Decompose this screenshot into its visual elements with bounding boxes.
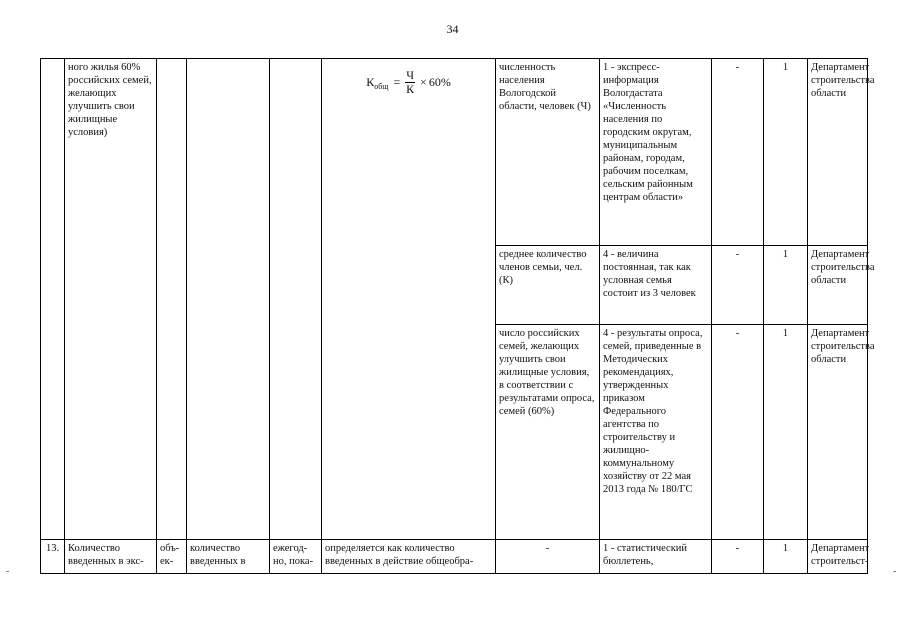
cell-one: 1: [764, 540, 808, 574]
cell-variable: число российских семей, желающих улучшить свои жилищные условия, в соответствии с результатами опроса, семей (60%): [496, 325, 600, 540]
cell-source: 1 - экспресс-информация Вологдастата «Численность населения по городским округам, муниципальным районам, городам, рабочим поселкам, сельским районным центрам области»: [600, 59, 712, 246]
formula-fraction: [405, 69, 415, 96]
formula-times: ×: [420, 75, 427, 89]
cell-responsible: Департамент строительства области: [808, 246, 868, 325]
cell-dash: -: [712, 325, 764, 540]
table-row: [41, 540, 868, 574]
cell-unit-empty: [157, 59, 187, 540]
cell-number-empty: [41, 59, 65, 540]
cell-responsible: Департамент строительст-: [808, 540, 868, 574]
cell-variable: -: [496, 540, 600, 574]
cell-variable: численность населения Вологодской области, человек (Ч): [496, 59, 600, 246]
left-edge-mark: -: [6, 566, 10, 577]
formula-lhs-subscript: общ: [374, 82, 389, 91]
cell-indicator-name: Количество введенных в экс-: [65, 540, 157, 574]
cell-dash: -: [712, 540, 764, 574]
cell-formula: [322, 59, 496, 540]
cell-definition-empty: [187, 59, 270, 540]
formula-denominator: К: [406, 82, 415, 96]
cell-one: 1: [764, 246, 808, 325]
cell-frequency-empty: [270, 59, 322, 540]
cell-responsible: Департамент строительства области: [808, 325, 868, 540]
formula-percent: 60%: [428, 75, 451, 89]
page-number: 34: [446, 22, 459, 36]
formula: [325, 61, 492, 96]
cell-frequency: ежегод-но, пока-: [270, 540, 322, 574]
cell-indicator-name: ного жилья 60% российских семей, желающих улучшить свои жилищные условия): [65, 59, 157, 540]
cell-source: 4 - результаты опроса, семей, приведенные в Методических рекомендациях, утвержденных приказом Федерального агентства по строительству и жилищно-коммунальному хозяйству от 22 мая 2013 года № 180/ГС: [600, 325, 712, 540]
cell-source: 4 - величина постоянная, так как условная семья состоит из 3 человек: [600, 246, 712, 325]
cell-source: 1 - статистический бюллетень,: [600, 540, 712, 574]
cell-dash: -: [712, 59, 764, 246]
formula-lhs: К: [366, 75, 375, 89]
cell-responsible: Департамент строительства области: [808, 59, 868, 246]
right-edge-mark: -: [893, 566, 897, 577]
table-row: [41, 59, 868, 246]
formula-equals: =: [393, 75, 401, 89]
cell-unit: объ-ек-: [157, 540, 187, 574]
formula-numerator: Ч: [406, 68, 415, 82]
cell-dash: -: [712, 246, 764, 325]
cell-one: 1: [764, 325, 808, 540]
cell-one: 1: [764, 59, 808, 246]
cell-variable: среднее количество членов семьи, чел. (К): [496, 246, 600, 325]
indicator-table: [40, 58, 875, 574]
cell-method: определяется как количество введенных в действие общеобра-: [322, 540, 496, 574]
cell-definition: количество введенных в: [187, 540, 270, 574]
cell-row-number: 13.: [41, 540, 65, 574]
